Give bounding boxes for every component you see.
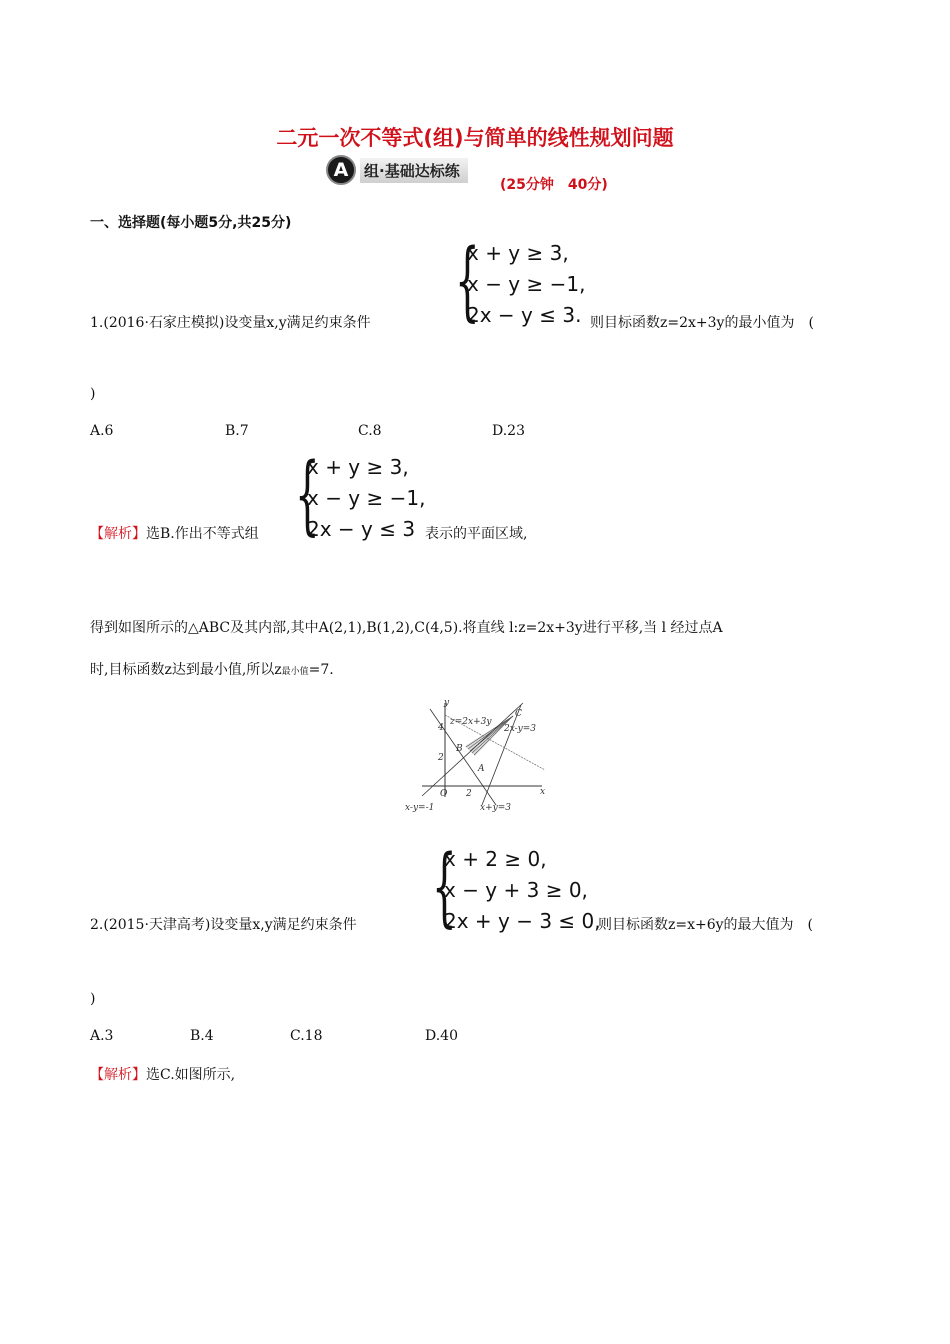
q2-constraint-system — [432, 837, 601, 938]
analysis-tag: 【解析】 — [90, 526, 146, 542]
q1-analysis-line2: 得到如图所示的△ABC及其内部,其中A(2,1),B(1,2),C(4,5).将直线 l:z=2x+3y进行平移,当 l 经过点A — [90, 620, 723, 636]
y-axis-label: y — [444, 698, 450, 708]
q1-stem-suffix: 则目标函数z=2x+3y的最小值为 ( — [590, 315, 814, 331]
q2-stem-prefix: 2.(2015·天津高考)设变量x,y满足约束条件 — [90, 917, 357, 933]
point-a-label: A — [478, 764, 485, 774]
q2-constraint-3: 2x + y − 3 ≤ 0, — [444, 909, 601, 933]
q2-option-b: B.4 — [190, 1028, 214, 1044]
q1-analysis-line3-b: =7. — [308, 662, 334, 678]
brace-icon: { — [295, 445, 320, 545]
group-letter-icon: A — [326, 155, 356, 185]
q1-analysis-constraint-2: x − y ≥ −1, — [307, 486, 426, 510]
q2-analysis-text: 选C.如图所示, — [146, 1067, 236, 1083]
tick-x2: 2 — [466, 789, 472, 799]
q1-analysis-prefix: 选B.作出不等式组 — [146, 526, 259, 542]
q1-stem-prefix: 1.(2016·石家庄模拟)设变量x,y满足约束条件 — [90, 315, 371, 331]
q1-option-d: D.23 — [492, 423, 525, 439]
q1-analysis-constraint-1: x + y ≥ 3, — [307, 455, 409, 479]
q2-stem-suffix: 则目标函数z=x+6y的最大值为 ( — [598, 917, 814, 933]
q2-option-d: D.40 — [425, 1028, 458, 1044]
page-title: 二元一次不等式(组)与简单的线性规划问题 — [276, 126, 674, 150]
brace-icon: { — [432, 837, 457, 937]
q2-close-paren: ) — [90, 991, 96, 1007]
q1-analysis-line1 — [90, 523, 259, 543]
q2-constraint-2: x − y + 3 ≥ 0, — [444, 878, 588, 902]
q1-constraint-1: x + y ≥ 3, — [467, 241, 569, 265]
group-label: 组·基础达标练 — [360, 158, 468, 183]
q2-option-c: C.18 — [290, 1028, 323, 1044]
x-axis-label: x — [540, 787, 546, 797]
q1-option-a: A.6 — [90, 423, 114, 439]
group-badge — [326, 156, 468, 184]
q1-option-c: C.8 — [358, 423, 382, 439]
q1-analysis-line3-a: 时,目标函数z达到最小值,所以z — [90, 662, 282, 678]
tick-2: 2 — [438, 753, 444, 763]
q2-analysis — [90, 1064, 235, 1084]
analysis-tag: 【解析】 — [90, 1067, 146, 1083]
tick-4: 4 — [438, 723, 444, 733]
q2-constraint-1: x + 2 ≥ 0, — [444, 847, 547, 871]
q1-constraint-system — [455, 231, 595, 332]
brace-icon: { — [455, 231, 480, 331]
point-c-label: C — [515, 709, 522, 719]
q2-option-a: A.3 — [90, 1028, 114, 1044]
q1-analysis-suffix: 表示的平面区域, — [425, 526, 528, 542]
section-heading: 一、选择题(每小题5分,共25分) — [90, 215, 292, 231]
origin-label: O — [440, 789, 448, 799]
line-objective-label: z=2x+3y — [450, 717, 492, 727]
q1-analysis-constraint-3: 2x − y ≤ 3 — [307, 517, 416, 541]
q1-analysis-subscript: 最小值 — [281, 667, 309, 677]
q1-close-paren: ) — [90, 386, 96, 402]
q1-figure — [400, 695, 550, 817]
line-x-plus-y-label: x+y=3 — [480, 803, 511, 813]
q1-analysis-line3 — [90, 659, 334, 679]
line-2x-minus-y-label: 2x-y=3 — [504, 724, 537, 734]
point-b-label: B — [456, 744, 463, 754]
line-x-minus-y-label: x-y=-1 — [405, 803, 435, 813]
q1-constraint-3: 2x − y ≤ 3. — [467, 303, 582, 327]
q1-constraint-2: x − y ≥ −1, — [467, 272, 586, 296]
time-note: (25分钟 40分) — [500, 177, 608, 193]
q1-analysis-system — [295, 445, 430, 546]
q1-option-b: B.7 — [225, 423, 249, 439]
